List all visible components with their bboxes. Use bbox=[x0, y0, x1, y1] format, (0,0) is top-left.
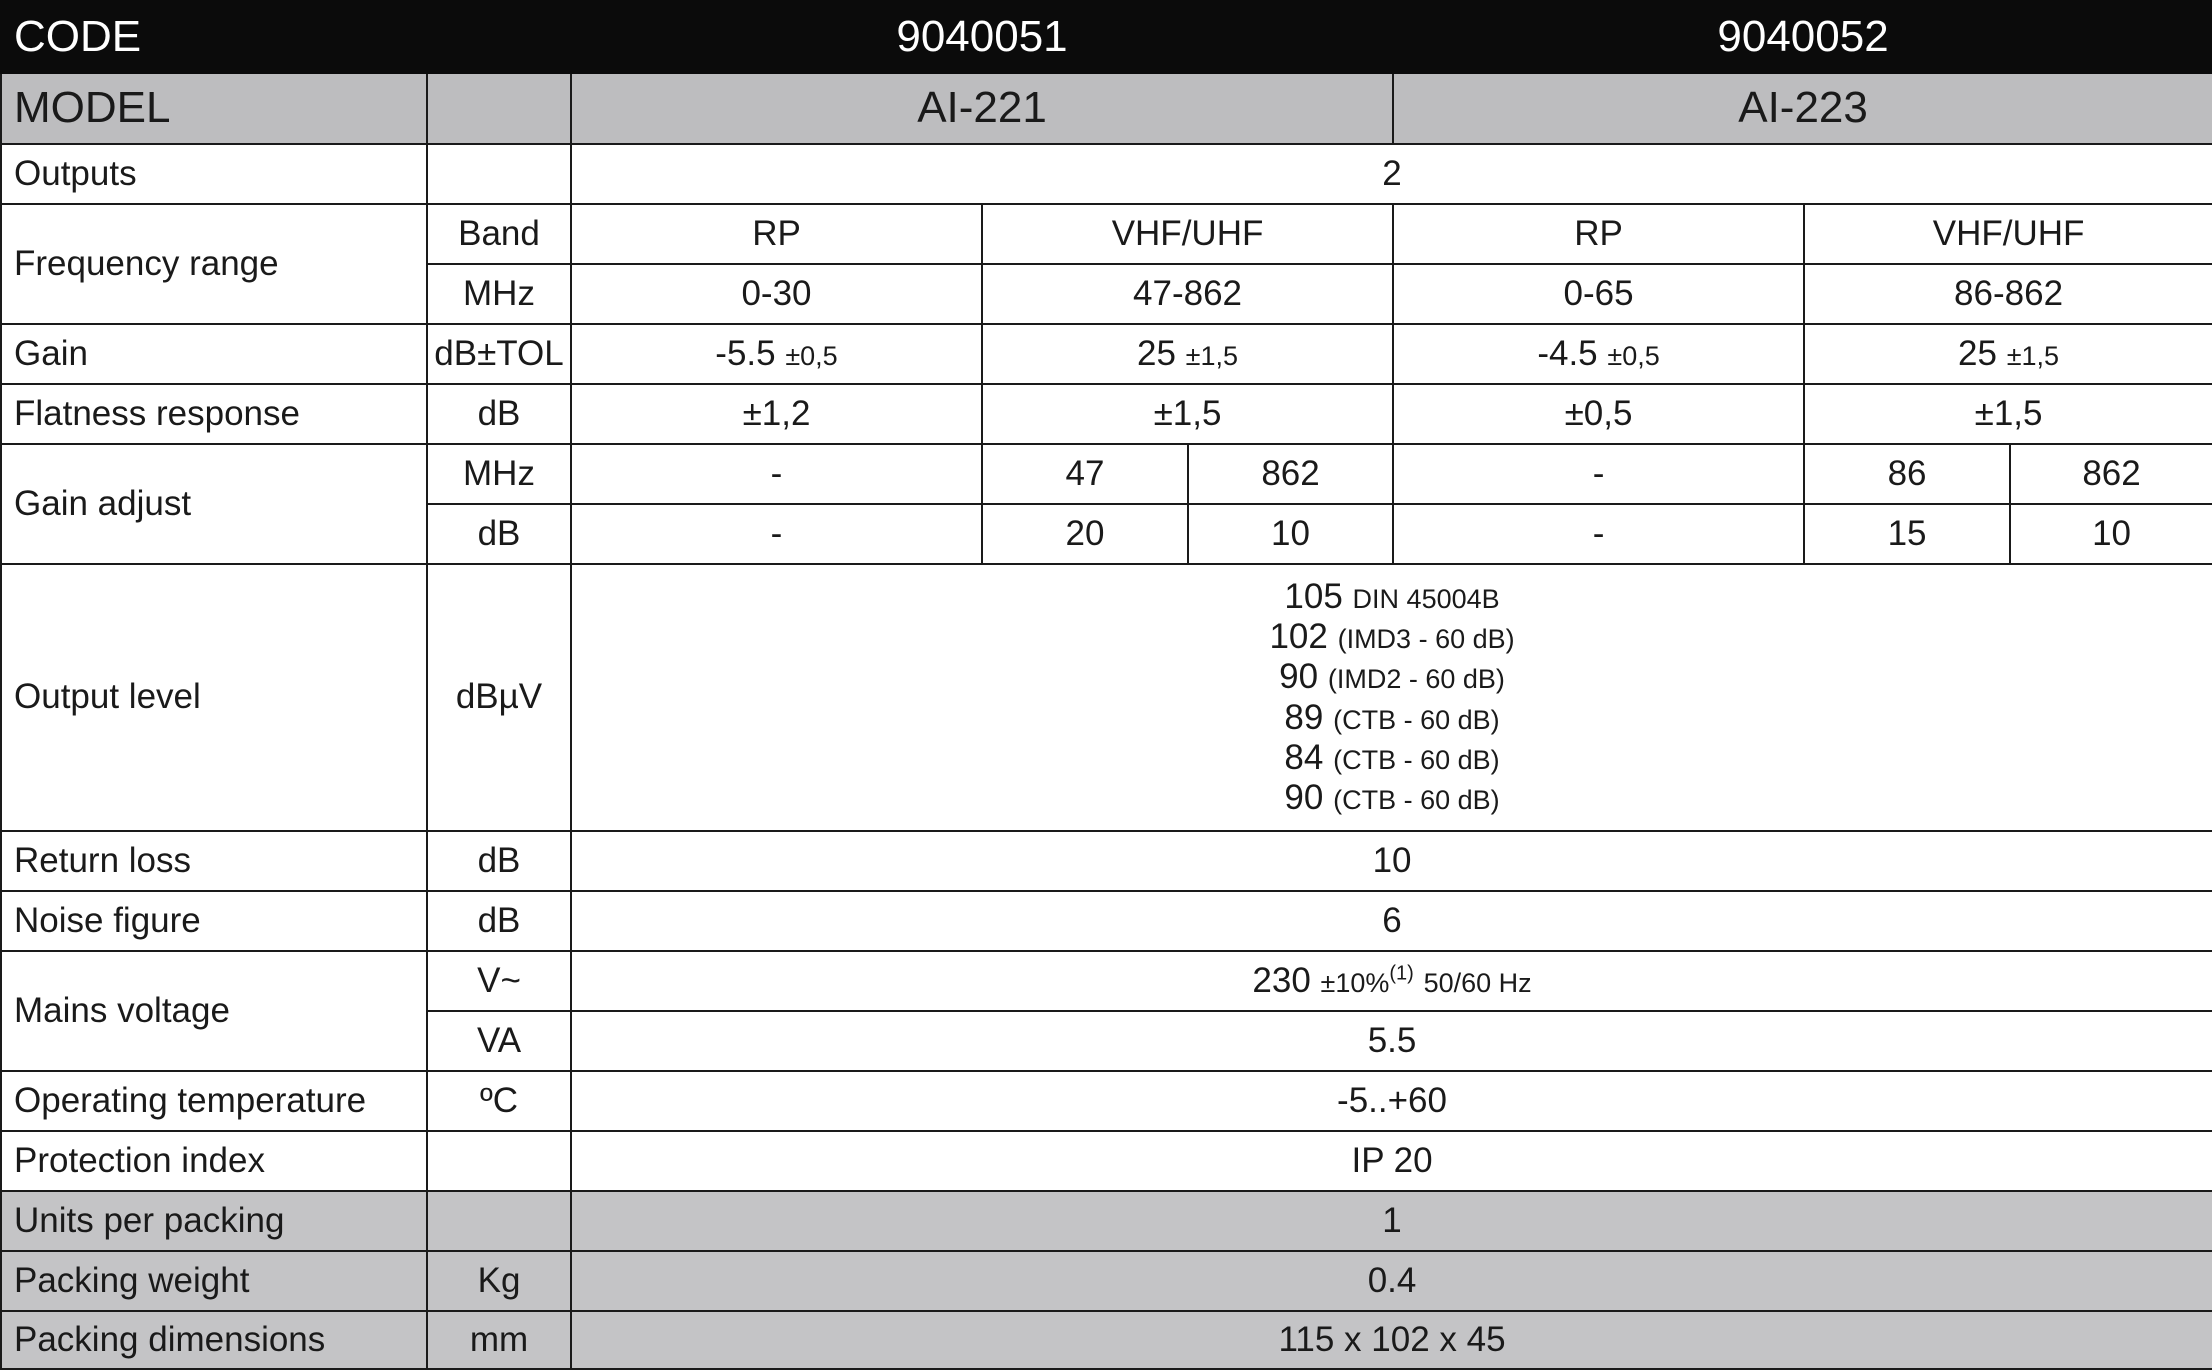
packing-dimensions-value: 115 x 102 x 45 bbox=[571, 1311, 2212, 1369]
gain-value: 25 bbox=[1137, 333, 1176, 373]
gain-value: 25 bbox=[1958, 333, 1997, 373]
frequency-range-label: Frequency range bbox=[1, 204, 427, 324]
packing-dimensions-label: Packing dimensions bbox=[1, 1311, 427, 1369]
model-ai221: AI-221 bbox=[571, 73, 1393, 144]
frequency-band-row bbox=[1, 204, 2212, 264]
gain-adjust-ai223-db-low: 15 bbox=[1804, 504, 2010, 564]
flatness-row bbox=[1, 384, 2212, 444]
output-level-values bbox=[571, 564, 2212, 831]
protection-index-value: IP 20 bbox=[571, 1131, 2212, 1191]
model-row bbox=[1, 73, 2212, 144]
band-ai223-vhf: VHF/UHF bbox=[1804, 204, 2212, 264]
flatness-ai223-vhf: ±1,5 bbox=[1804, 384, 2212, 444]
outputs-row bbox=[1, 144, 2212, 204]
mhz-ai223-vhf: 86-862 bbox=[1804, 264, 2212, 324]
gain-adjust-ai221-rp-db: - bbox=[571, 504, 982, 564]
noise-figure-label: Noise figure bbox=[1, 891, 427, 951]
return-loss-unit: dB bbox=[427, 831, 571, 891]
gain-label: Gain bbox=[1, 324, 427, 384]
gain-adjust-ai221-mhz-high: 862 bbox=[1188, 444, 1393, 504]
units-per-packing-value: 1 bbox=[571, 1191, 2212, 1251]
output-level-line: 105 DIN 45004B bbox=[1284, 576, 1500, 616]
band-unit: Band bbox=[427, 204, 571, 264]
mhz-ai223-rp: 0-65 bbox=[1393, 264, 1804, 324]
code-9040052: 9040052 bbox=[1393, 1, 2212, 73]
operating-temperature-value: -5..+60 bbox=[571, 1071, 2212, 1131]
output-level-line: 90 (IMD2 - 60 dB) bbox=[1279, 657, 1505, 697]
gain-adjust-mhz-row bbox=[1, 444, 2212, 504]
model-unit bbox=[427, 73, 571, 144]
flatness-ai221-rp: ±1,2 bbox=[571, 384, 982, 444]
code-row bbox=[1, 1, 2212, 73]
output-level-line: 84 (CTB - 60 dB) bbox=[1284, 737, 1500, 777]
operating-temperature-unit: ºC bbox=[427, 1071, 571, 1131]
mains-voltage-v-unit: V~ bbox=[427, 951, 571, 1011]
gain-adjust-ai221-db-high: 10 bbox=[1188, 504, 1393, 564]
protection-index-unit bbox=[427, 1131, 571, 1191]
protection-index-label: Protection index bbox=[1, 1131, 427, 1191]
return-loss-value: 10 bbox=[571, 831, 2212, 891]
code-label: CODE bbox=[1, 1, 571, 73]
gain-ai223-vhf bbox=[1804, 324, 2212, 384]
gain-ai221-vhf bbox=[982, 324, 1393, 384]
units-per-packing-row bbox=[1, 1191, 2212, 1251]
operating-temperature-row bbox=[1, 1071, 2212, 1131]
noise-figure-unit: dB bbox=[427, 891, 571, 951]
gain-adjust-ai223-rp-mhz: - bbox=[1393, 444, 1804, 504]
footnote-marker: (1) bbox=[1389, 962, 1414, 985]
mains-voltage-v-row bbox=[1, 951, 2212, 1011]
output-level-unit: dBµV bbox=[427, 564, 571, 831]
gain-tolerance: ±1,5 bbox=[1185, 340, 1239, 371]
packing-dimensions-unit: mm bbox=[427, 1311, 571, 1369]
band-ai223-rp: RP bbox=[1393, 204, 1804, 264]
units-per-packing-unit bbox=[427, 1191, 571, 1251]
mhz-ai221-vhf: 47-862 bbox=[982, 264, 1393, 324]
gain-adjust-label: Gain adjust bbox=[1, 444, 427, 564]
mhz-unit: MHz bbox=[427, 264, 571, 324]
band-ai221-vhf: VHF/UHF bbox=[982, 204, 1393, 264]
gain-adjust-ai221-rp-mhz: - bbox=[571, 444, 982, 504]
gain-adjust-ai221-mhz-low: 47 bbox=[982, 444, 1188, 504]
gain-value: -5.5 bbox=[715, 333, 776, 373]
protection-index-row bbox=[1, 1131, 2212, 1191]
packing-weight-value: 0.4 bbox=[571, 1251, 2212, 1311]
code-9040051: 9040051 bbox=[571, 1, 1393, 73]
gain-adjust-db-unit: dB bbox=[427, 504, 571, 564]
flatness-label: Flatness response bbox=[1, 384, 427, 444]
gain-tolerance: ±1,5 bbox=[2006, 340, 2060, 371]
mains-voltage-label: Mains voltage bbox=[1, 951, 427, 1071]
flatness-ai221-vhf: ±1,5 bbox=[982, 384, 1393, 444]
output-level-line: 89 (CTB - 60 dB) bbox=[1284, 697, 1500, 737]
gain-tolerance: ±0,5 bbox=[1607, 340, 1660, 371]
mains-voltage-va-unit: VA bbox=[427, 1011, 571, 1071]
output-level-row bbox=[1, 564, 2212, 831]
output-level-label: Output level bbox=[1, 564, 427, 831]
return-loss-label: Return loss bbox=[1, 831, 427, 891]
noise-figure-value: 6 bbox=[571, 891, 2212, 951]
outputs-value: 2 bbox=[571, 144, 2212, 204]
flatness-unit: dB bbox=[427, 384, 571, 444]
outputs-unit bbox=[427, 144, 571, 204]
gain-unit: dB±TOL bbox=[427, 324, 571, 384]
gain-adjust-mhz-unit: MHz bbox=[427, 444, 571, 504]
gain-adjust-ai221-db-low: 20 bbox=[982, 504, 1188, 564]
model-label: MODEL bbox=[1, 73, 427, 144]
model-ai223: AI-223 bbox=[1393, 73, 2212, 144]
outputs-label: Outputs bbox=[1, 144, 427, 204]
operating-temperature-label: Operating temperature bbox=[1, 1071, 427, 1131]
mains-voltage-va-value: 5.5 bbox=[571, 1011, 2212, 1071]
band-ai221-rp: RP bbox=[571, 204, 982, 264]
packing-dimensions-row bbox=[1, 1311, 2212, 1369]
gain-value: -4.5 bbox=[1537, 333, 1598, 373]
return-loss-row bbox=[1, 831, 2212, 891]
mhz-ai221-rp: 0-30 bbox=[571, 264, 982, 324]
gain-adjust-ai223-mhz-low: 86 bbox=[1804, 444, 2010, 504]
output-level-line: 102 (IMD3 - 60 dB) bbox=[1269, 617, 1515, 656]
mains-voltage-v-value: 230 ±10%$^{(1)}$ 50/60 Hz bbox=[571, 951, 2212, 1011]
gain-row bbox=[1, 324, 2212, 384]
output-level-line: 90 (CTB - 60 dB) bbox=[1284, 778, 1500, 817]
units-per-packing-label: Units per packing bbox=[1, 1191, 427, 1251]
packing-weight-label: Packing weight bbox=[1, 1251, 427, 1311]
gain-adjust-ai223-rp-db: - bbox=[1393, 504, 1804, 564]
packing-weight-unit: Kg bbox=[427, 1251, 571, 1311]
gain-adjust-ai223-db-high: 10 bbox=[2010, 504, 2212, 564]
packing-weight-row bbox=[1, 1251, 2212, 1311]
gain-ai223-rp bbox=[1393, 324, 1804, 384]
gain-tolerance: ±0,5 bbox=[785, 340, 838, 371]
flatness-ai223-rp: ±0,5 bbox=[1393, 384, 1804, 444]
noise-figure-row bbox=[1, 891, 2212, 951]
gain-adjust-ai223-mhz-high: 862 bbox=[2010, 444, 2212, 504]
gain-ai221-rp bbox=[571, 324, 982, 384]
